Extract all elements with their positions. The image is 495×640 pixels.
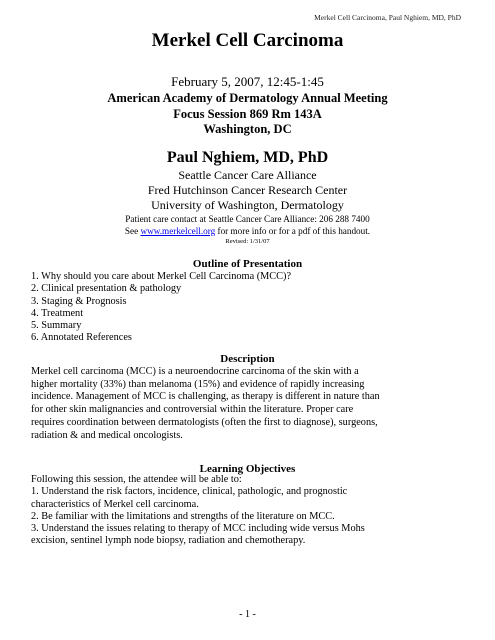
description-line: incidence. Management of MCC is challenging, as therapy is different in nature than	[31, 391, 380, 403]
objectives-line: excision, sentinel lymph node biopsy, radiation and chemotherapy.	[31, 535, 306, 547]
meeting-info	[0, 91, 495, 138]
page-number: - 1 -	[239, 609, 256, 620]
website-prefix: See	[124, 225, 141, 236]
objectives-line: 3. Understand the issues relating to therapy of MCC including wide versus Mohs	[31, 523, 365, 535]
outline-item: 2. Clinical presentation & pathology	[31, 283, 182, 295]
affiliation-line: Seattle Cancer Care Alliance	[178, 168, 317, 182]
description-line: for other skin malignancies and controversial within the literature. Proper care	[31, 404, 354, 416]
meeting-session: Focus Session 869 Rm 143A	[173, 106, 322, 121]
objectives-line: 1. Understand the risk factors, incidence, clinical, pathologic, and prognostic	[31, 486, 348, 498]
meeting-name: American Academy of Dermatology Annual Meeting	[107, 91, 388, 105]
affiliation-line: Fred Hutchinson Cancer Research Center	[147, 183, 348, 197]
document-title: Merkel Cell Carcinoma	[151, 30, 344, 51]
meeting-location: Washington, DC	[203, 122, 292, 136]
objectives-heading: Learning Objectives	[199, 463, 296, 475]
outline-item: 1. Why should you care about Merkel Cell Carcinoma (MCC)?	[31, 271, 292, 282]
outline-list	[31, 271, 291, 345]
revised-date: Revised: 1/31/07	[225, 238, 270, 245]
description-line: higher mortality (33%) than melanoma (15%) and evidence of rapidly increasing	[31, 378, 365, 390]
patient-care-contact: Patient care contact at Seattle Cancer Care Alliance: 206 288 7400	[125, 214, 370, 224]
outline-item: 5. Summary	[31, 320, 82, 332]
speaker-affiliations	[0, 168, 495, 213]
objectives-text	[31, 474, 471, 548]
outline-item: 3. Staging & Prognosis	[31, 295, 127, 307]
description-line: radiation & and medical oncologists.	[31, 429, 183, 441]
speaker-name: Paul Nghiem, MD, PhD	[166, 149, 329, 166]
objectives-line: characteristics of Merkel cell carcinoma.	[31, 498, 199, 510]
objectives-line: 2. Be familiar with the limitations and strengths of the literature on MCC.	[31, 510, 335, 522]
description-text	[31, 366, 471, 442]
objectives-line: Following this session, the attendee will be able to:	[31, 474, 242, 485]
meeting-date: February 5, 2007, 12:45-1:45	[171, 74, 324, 89]
running-head: Merkel Cell Carcinoma, Paul Nghiem, MD, PhD	[314, 13, 461, 22]
description-line: Merkel cell carcinoma (MCC) is a neuroendocrine carcinoma of the skin with a	[31, 366, 359, 377]
website-suffix: for more info or for a pdf of this handout.	[215, 225, 371, 236]
website-link[interactable]: www.merkelcell.org	[140, 225, 216, 236]
outline-item: 6. Annotated References	[31, 332, 132, 344]
website-line	[0, 226, 495, 238]
affiliation-line: University of Washington, Dermatology	[151, 198, 344, 212]
outline-item: 4. Treatment	[31, 307, 84, 319]
description-heading: Description	[220, 353, 275, 365]
outline-heading: Outline of Presentation	[192, 258, 303, 270]
contact-info	[0, 214, 495, 246]
description-line: requires coordination between dermatologists (often the first to diagnose), surgeons,	[31, 416, 378, 428]
